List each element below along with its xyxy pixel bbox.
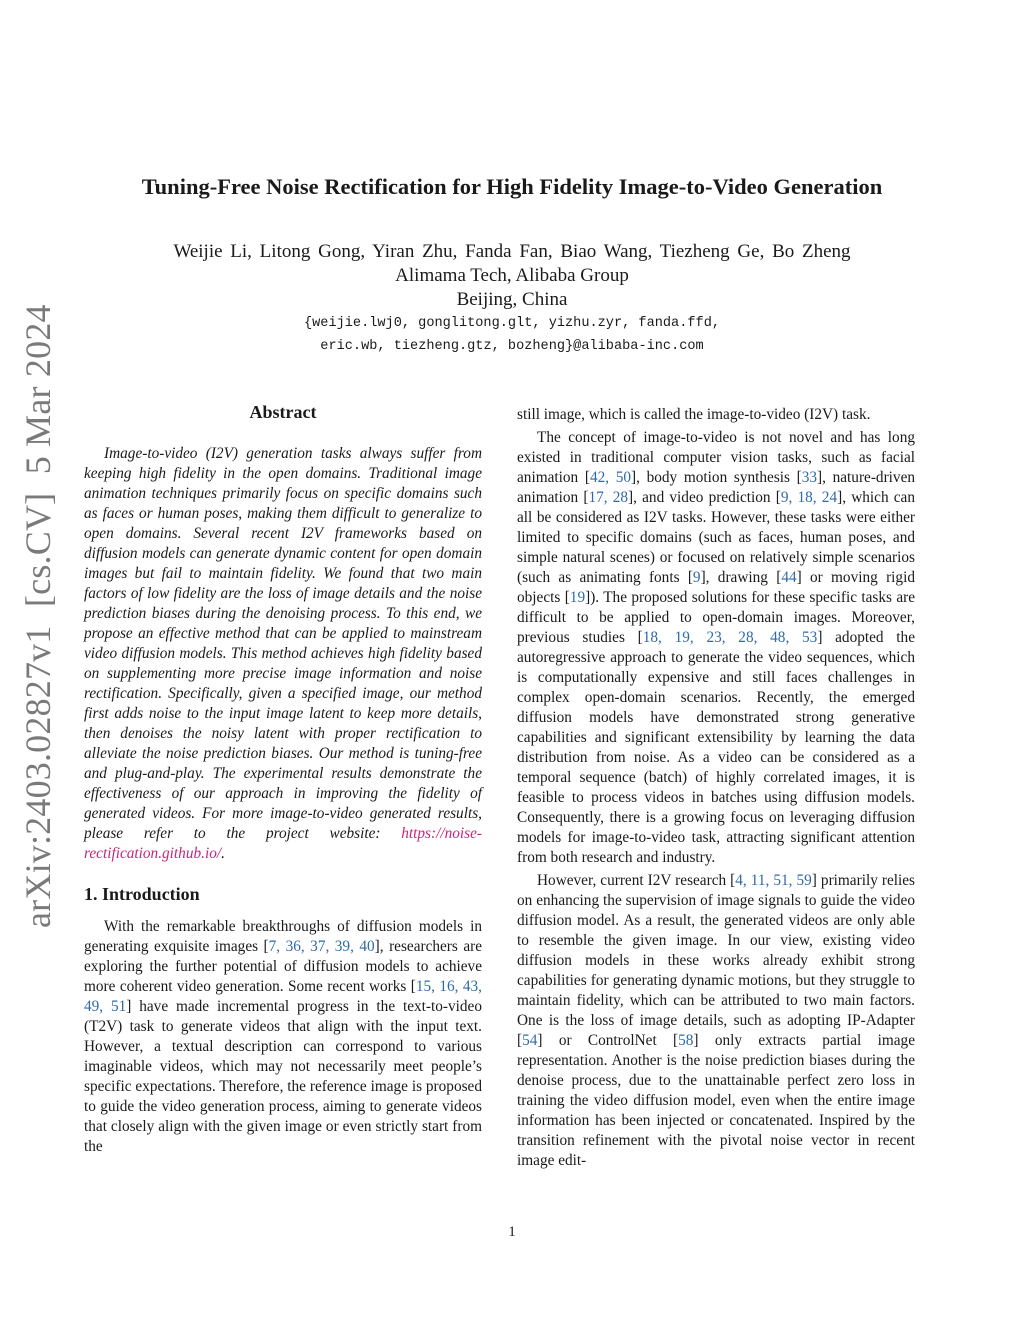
intro-text: ], drawing [	[700, 569, 782, 586]
intro-text: ] have made incremental progress in the text-to-video (T2V) task to generate videos that align with the input text. However, a textual description can correspond to various imaginable videos, which may not necessarily meet people’s specific expectations. Therefore, the reference image is proposed to guide the video generation process, aiming to generate videos that closely align with the given image or even strictly start from the	[84, 998, 482, 1155]
intro-text: ] or moving rigid objects [	[517, 569, 915, 606]
citation-link[interactable]: 18, 19, 23, 28, 48, 53	[642, 629, 818, 646]
page-number: 1	[508, 1224, 516, 1240]
citation-link[interactable]: 4, 11, 51, 59	[735, 872, 812, 889]
intro-text: ], and video prediction [	[628, 489, 781, 506]
right-column	[517, 405, 915, 1174]
intro-text: ], researchers are exploring the further potential of diffusion models to achieve more coherent video generation. Some recent works [	[84, 938, 482, 995]
citation-link[interactable]: 44	[781, 569, 797, 586]
intro-paragraph-1-continued: still image, which is called the image-to-video (I2V) task.	[517, 406, 871, 423]
citation-link[interactable]: 9	[692, 569, 701, 586]
citation-link[interactable]: 58	[678, 1032, 694, 1049]
intro-paragraph-2	[517, 428, 915, 868]
intro-text: With the remarkable breakthroughs of diffusion models in generating exquisite images [	[84, 918, 482, 955]
arxiv-identifier: arXiv:2403.02827v1 [cs.CV] 5 Mar 2024	[18, 304, 58, 928]
section-heading-introduction: 1. Introduction	[84, 884, 200, 904]
intro-text: The concept of image-to-video is not novel and has long existed in traditional computer vision tasks, such as facial animation [	[517, 429, 915, 486]
citation-link[interactable]: 19	[569, 589, 586, 606]
citation-link[interactable]: 54	[522, 1032, 538, 1049]
intro-text: ] primarily relies on enhancing the supervision of image signals to guide the video diffusion model. As a result, the generated videos are only able to resemble the given image. In our view, existing video diffusion models in these works already exhibit strong capabilities for generating dynamic motions, but they struggle to maintain fidelity, which can be attributed to two main factors. One is the loss of image details, such as adopting IP-Adapter [	[517, 872, 915, 1049]
intro-text: ] or ControlNet [	[537, 1032, 679, 1049]
intro-text: ], which can all be considered as I2V tasks. However, these tasks were either limited to specific domains (such as faces, human poses, and simple natural scenes) or focused on relatively simple scenarios (such as animating fonts [	[517, 489, 915, 586]
left-column	[84, 402, 482, 1157]
intro-paragraph-3	[517, 871, 915, 1171]
paper-title: Tuning-Free Noise Rectification for High Fidelity Image-to-Video Generation	[141, 174, 883, 199]
citation-link[interactable]: 7, 36, 37, 39, 40	[268, 938, 375, 955]
intro-text: ], body motion synthesis [	[631, 469, 802, 486]
citation-link[interactable]: 33	[801, 469, 818, 486]
affiliation-location: Beijing, China	[456, 289, 568, 310]
citation-link[interactable]: 15, 16, 43, 49, 51	[84, 978, 482, 1015]
intro-text: However, current I2V research [	[537, 872, 736, 889]
project-website-link[interactable]: https://noise-rectification.github.io/	[84, 825, 482, 862]
abstract-text: Image-to-video (I2V) generation tasks always suffer from keeping high fidelity in the open domains. Traditional image animation techniques primarily focus on specific domains such as faces or human poses, making them difficult to generalize to open domains. Several recent I2V frameworks based on diffusion models can generate dynamic content for open domain images but fail to maintain fidelity. We found that two main factors of low fidelity are the loss of image details and the noise prediction biases during the denoising process. To this end, we propose an effective method that can be applied to mainstream video diffusion models. This method achieves high fidelity based on supplementing more precise image information and noise rectification. Specifically, given a specified image, our method first adds noise to the input image latent to keep more details, then denoises the noisy latent with proper rectification to alleviate the noise prediction biases. Our method is tuning-free and plug-and-play. The experimental results demonstrate the effectiveness of our approach in improving the fidelity of generated videos. For more image-to-video generated results, please refer to the project website:	[84, 445, 482, 842]
affiliation-organization: Alimama Tech, Alibaba Group	[395, 265, 629, 286]
abstract-heading: Abstract	[249, 402, 317, 422]
author-list: Weijie Li, Litong Gong, Yiran Zhu, Fanda Fan, Biao Wang, Tiezheng Ge, Bo Zheng	[173, 241, 851, 262]
abstract-end: .	[221, 845, 225, 862]
author-emails-line-2: eric.wb, tiezheng.gtz, bozheng}@alibaba-inc.com	[320, 339, 704, 354]
intro-text: ], nature-driven animation [	[517, 469, 916, 506]
intro-paragraph-1	[84, 917, 482, 1157]
author-emails-line-1: {weijie.lwj0, gonglitong.glt, yizhu.zyr, fanda.ffd,	[303, 316, 721, 331]
intro-text: ] only extracts partial image representation. Another is the noise prediction biases during the denoise process, due to the unattainable perfect zero loss in training the video diffusion model, even when the entire image information has been injected or concatenated. Inspired by the transition refinement with the pivotal noise vector in recent image edit-	[517, 1032, 915, 1169]
intro-text: ] adopted the autoregressive approach to generate the video sequences, which is computationally expensive and still faces challenges in complex open-domain scenarios. Recently, the emerged diffusion models have demonstrated strong generative capabilities and significant extensibility by learning the data distribution from noise. As a video can be considered as a temporal sequence (batch) of highly correlated images, it is feasible to process videos in batches using diffusion models. Consequently, there is a growing focus on leveraging diffusion models for image-to-video task, attracting significant attention from both research and industry.	[517, 629, 915, 866]
intro-text: ]). The proposed solutions for these specific tasks are difficult to be applied to open-domain images. Moreover, previous studies [	[517, 589, 915, 646]
citation-link[interactable]: 42, 50	[589, 469, 632, 486]
citation-link[interactable]: 17, 28	[588, 489, 629, 506]
abstract-body	[84, 444, 482, 864]
citation-link[interactable]: 9, 18, 24	[780, 489, 838, 506]
